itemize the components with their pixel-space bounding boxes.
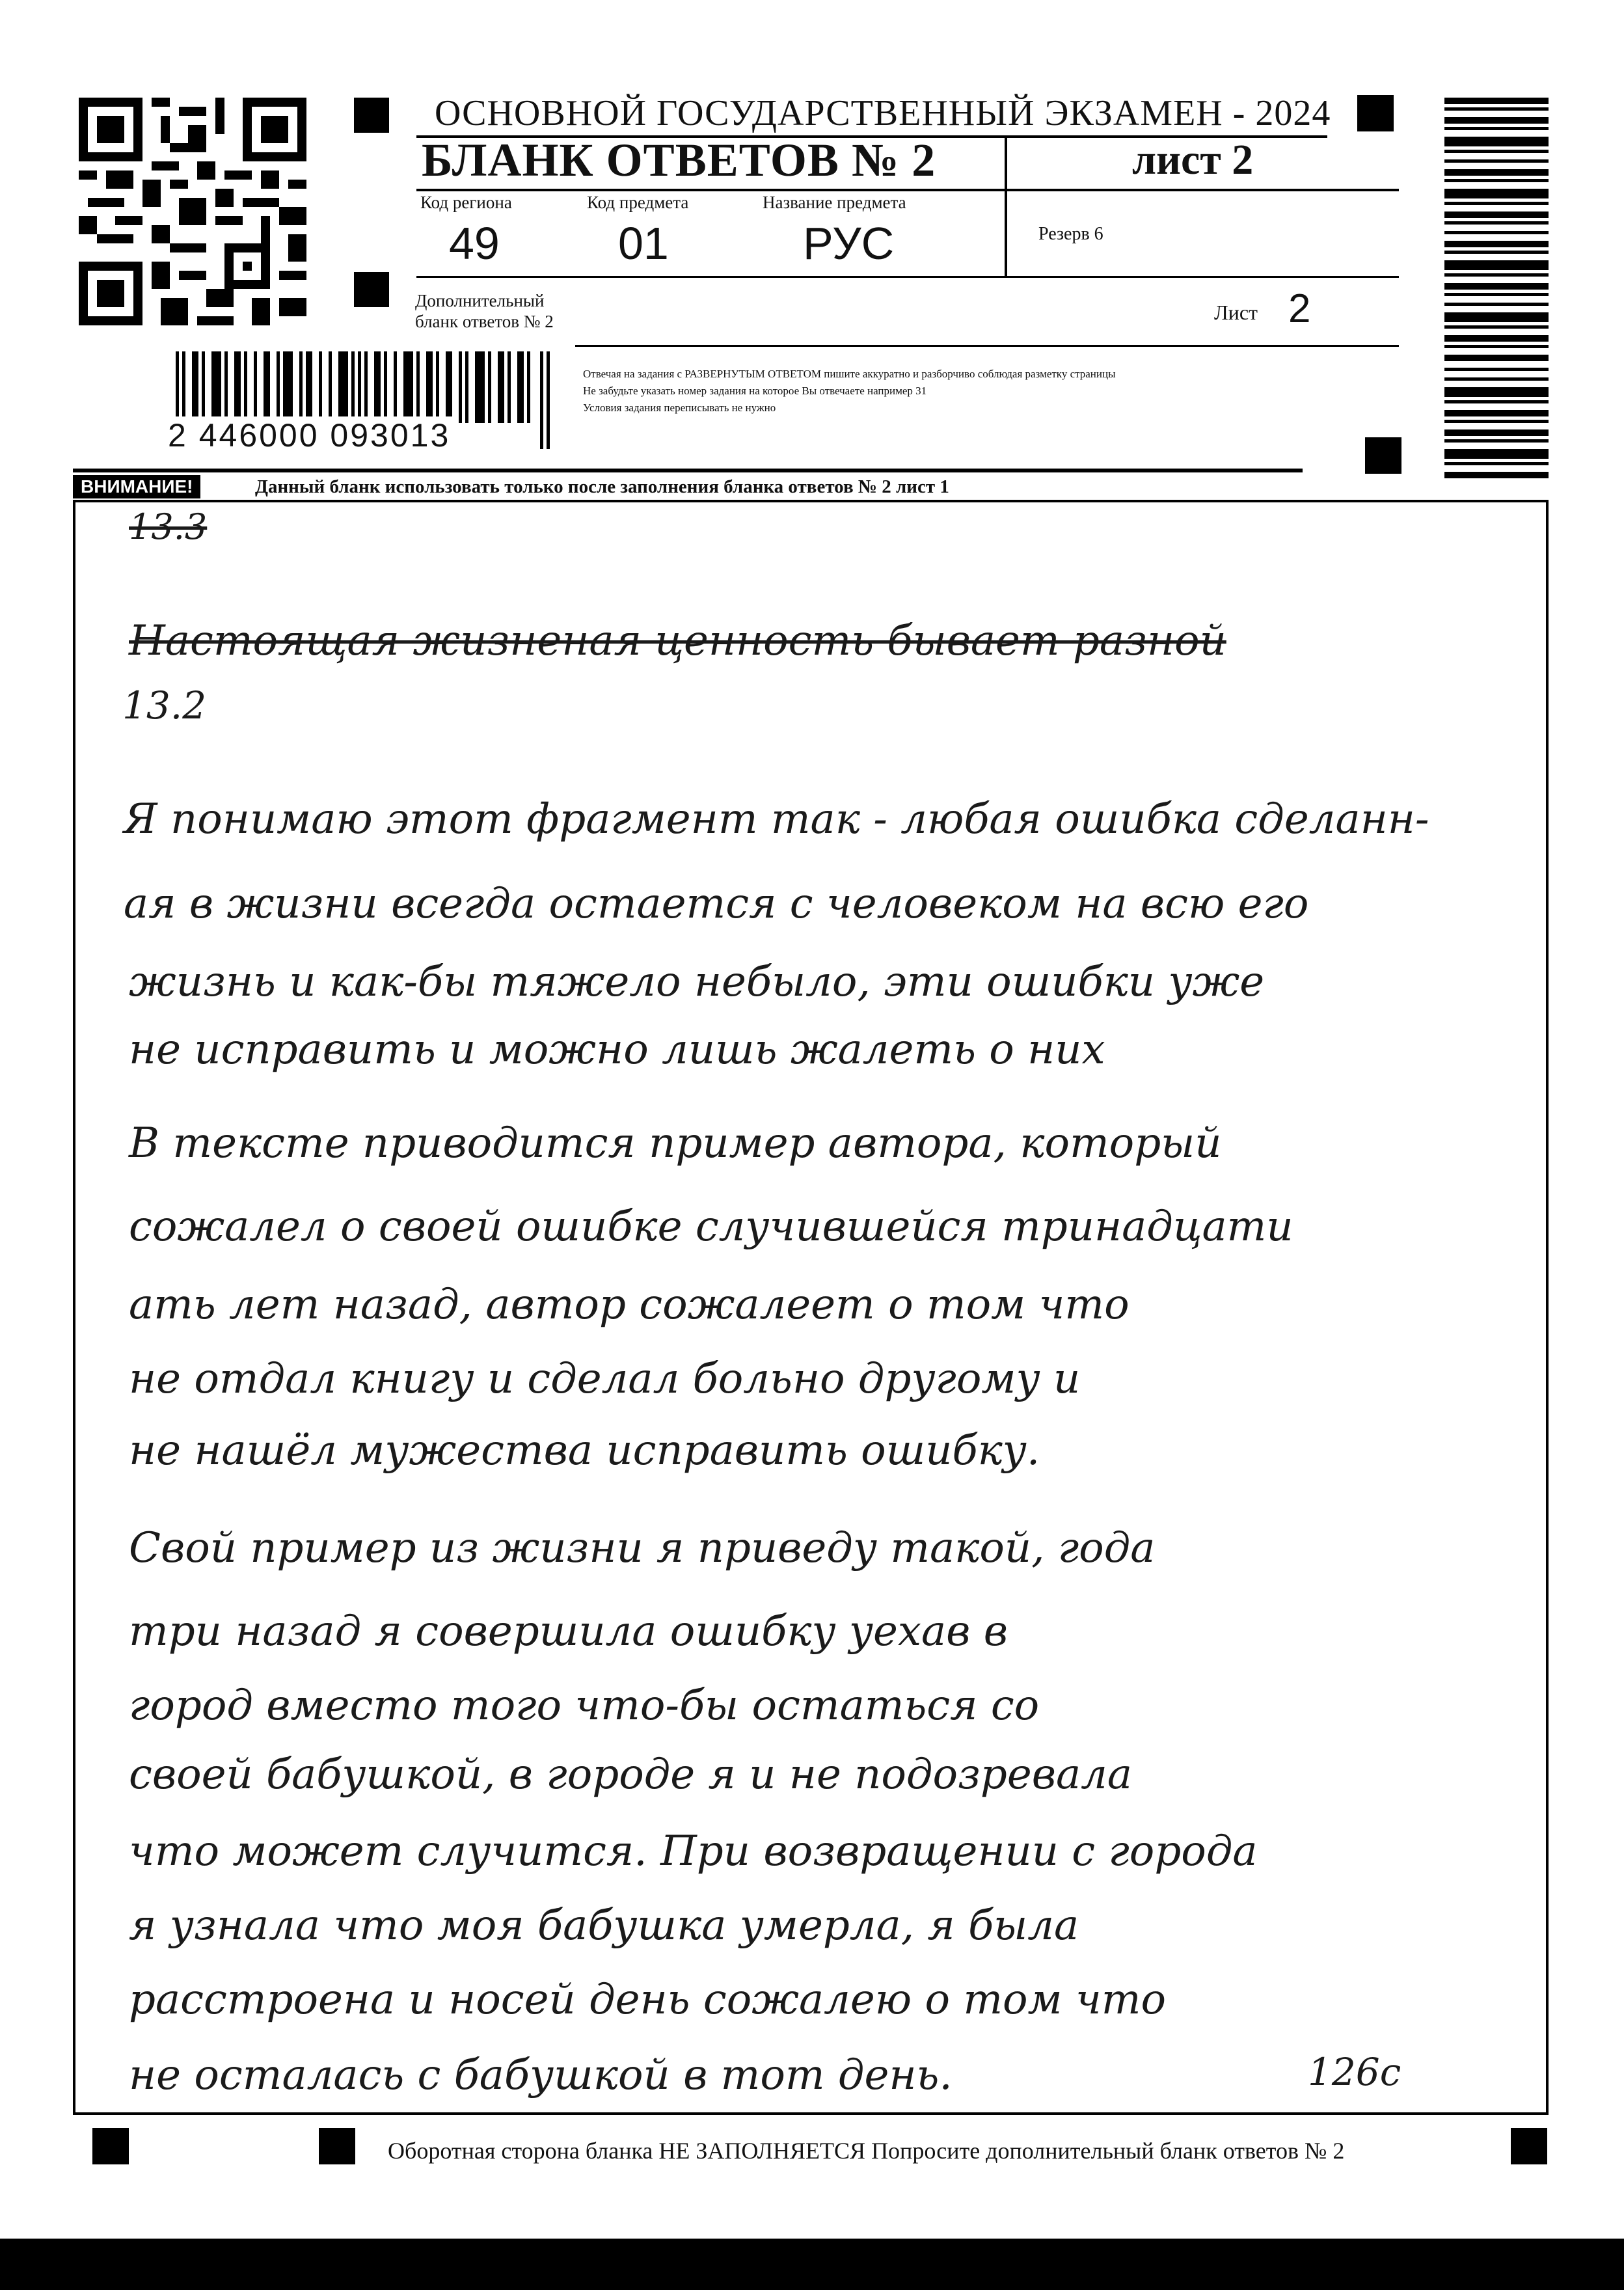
region-code-value: 49	[449, 218, 500, 269]
alignment-marker	[1365, 437, 1401, 474]
alignment-marker	[319, 2128, 355, 2164]
handwritten-line: В тексте приводится пример автора, который	[129, 1119, 1222, 1167]
handwritten-line: жизнь и как-бы тяжело небыло, эти ошибки уже	[129, 958, 1265, 1006]
header-rule	[416, 276, 1399, 278]
extra-form-label: Дополнительный бланк ответов № 2	[415, 291, 554, 331]
form-title: БЛАНК ОТВЕТОВ № 2	[422, 134, 936, 186]
warning-text: Данный бланк использовать только после заполнения бланка ответов № 2 лист 1	[255, 476, 949, 497]
handwritten-line: я узнала что моя бабушка умерла, я была	[129, 1902, 1079, 1950]
vertical-barcode	[1444, 98, 1549, 482]
alignment-marker	[1511, 2128, 1547, 2164]
exam-title: ОСНОВНОЙ ГОСУДАРСТВЕННЫЙ ЭКЗАМЕН - 2024	[435, 93, 1331, 133]
handwritten-line: Свой пример из жизни я приведу такой, года	[129, 1524, 1156, 1572]
handwritten-line: не исправить и можно лишь жалеть о них	[129, 1026, 1105, 1074]
sheet-title: лист 2	[1132, 136, 1254, 184]
region-code-label: Код региона	[420, 193, 512, 212]
handwritten-line: не осталась с бабушкой в тот день.	[129, 2051, 953, 2099]
header-divider	[1005, 137, 1007, 276]
alignment-marker	[354, 272, 389, 307]
header-rule	[416, 189, 1399, 191]
handwritten-line: 13.3	[129, 506, 208, 547]
handwritten-line: не отдал книгу и сделал больно другому и	[129, 1355, 1081, 1403]
alignment-marker	[354, 98, 389, 133]
handwritten-line: не нашёл мужества исправить ошибку.	[129, 1426, 1040, 1475]
handwritten-line: что может случится. При возвращении с города	[129, 1827, 1258, 1875]
qr-code	[77, 98, 308, 325]
word-count: 126с	[1308, 2050, 1401, 2094]
subject-code-label: Код предмета	[587, 193, 689, 212]
sheet-number-value: 2	[1288, 286, 1311, 331]
handwritten-line: сожалел о своей ошибке случившейся тринадцати	[129, 1203, 1293, 1251]
alignment-marker	[1357, 95, 1394, 131]
handwritten-line: Я понимаю этот фрагмент так - любая ошибка сделанн-	[124, 795, 1429, 843]
handwritten-line: город вместо того что-бы остаться со	[129, 1682, 1040, 1730]
subject-name-label: Название предмета	[763, 193, 906, 212]
handwritten-line: ая в жизни всегда остается с человеком на всю его	[124, 880, 1309, 928]
subject-name-value: РУС	[803, 218, 895, 269]
handwritten-line: ать лет назад, автор сожалеет о том что	[129, 1281, 1130, 1329]
handwritten-line: 13.2	[122, 683, 207, 728]
warning-rule	[73, 469, 1303, 472]
sheet-number-label: Лист	[1214, 301, 1258, 324]
reserve-field: Резерв 6	[1038, 224, 1103, 244]
subject-code-value: 01	[618, 218, 669, 269]
alignment-marker	[92, 2128, 129, 2164]
handwritten-line: расстроена и носей день сожалею о том что	[129, 1976, 1166, 2024]
barcode-number: 2 446000 093013	[165, 416, 453, 454]
scan-edge-bar	[0, 2239, 1624, 2290]
handwritten-line: Настоящая жизненая ценность бывает разной	[129, 617, 1226, 665]
handwritten-line: своей бабушкой, в городе я и не подозревала	[129, 1751, 1133, 1799]
instructions-rule	[575, 345, 1399, 347]
warning-badge: ВНИМАНИЕ!	[73, 475, 200, 498]
instructions: Отвечая на задания с РАЗВЕРНУТЫМ ОТВЕТОМ пишите аккуратно и разборчиво соблюдая разметку страницы Не забудьте указать номер задания на которое Вы отвечаете например 31 Условия задания переписывать не нужно	[583, 368, 1116, 414]
footer-note: Оборотная сторона бланка НЕ ЗАПОЛНЯЕТСЯ Попросите дополнительный бланк ответов № 2	[388, 2138, 1345, 2164]
handwritten-line: три назад я совершила ошибку уехав в	[129, 1607, 1008, 1656]
